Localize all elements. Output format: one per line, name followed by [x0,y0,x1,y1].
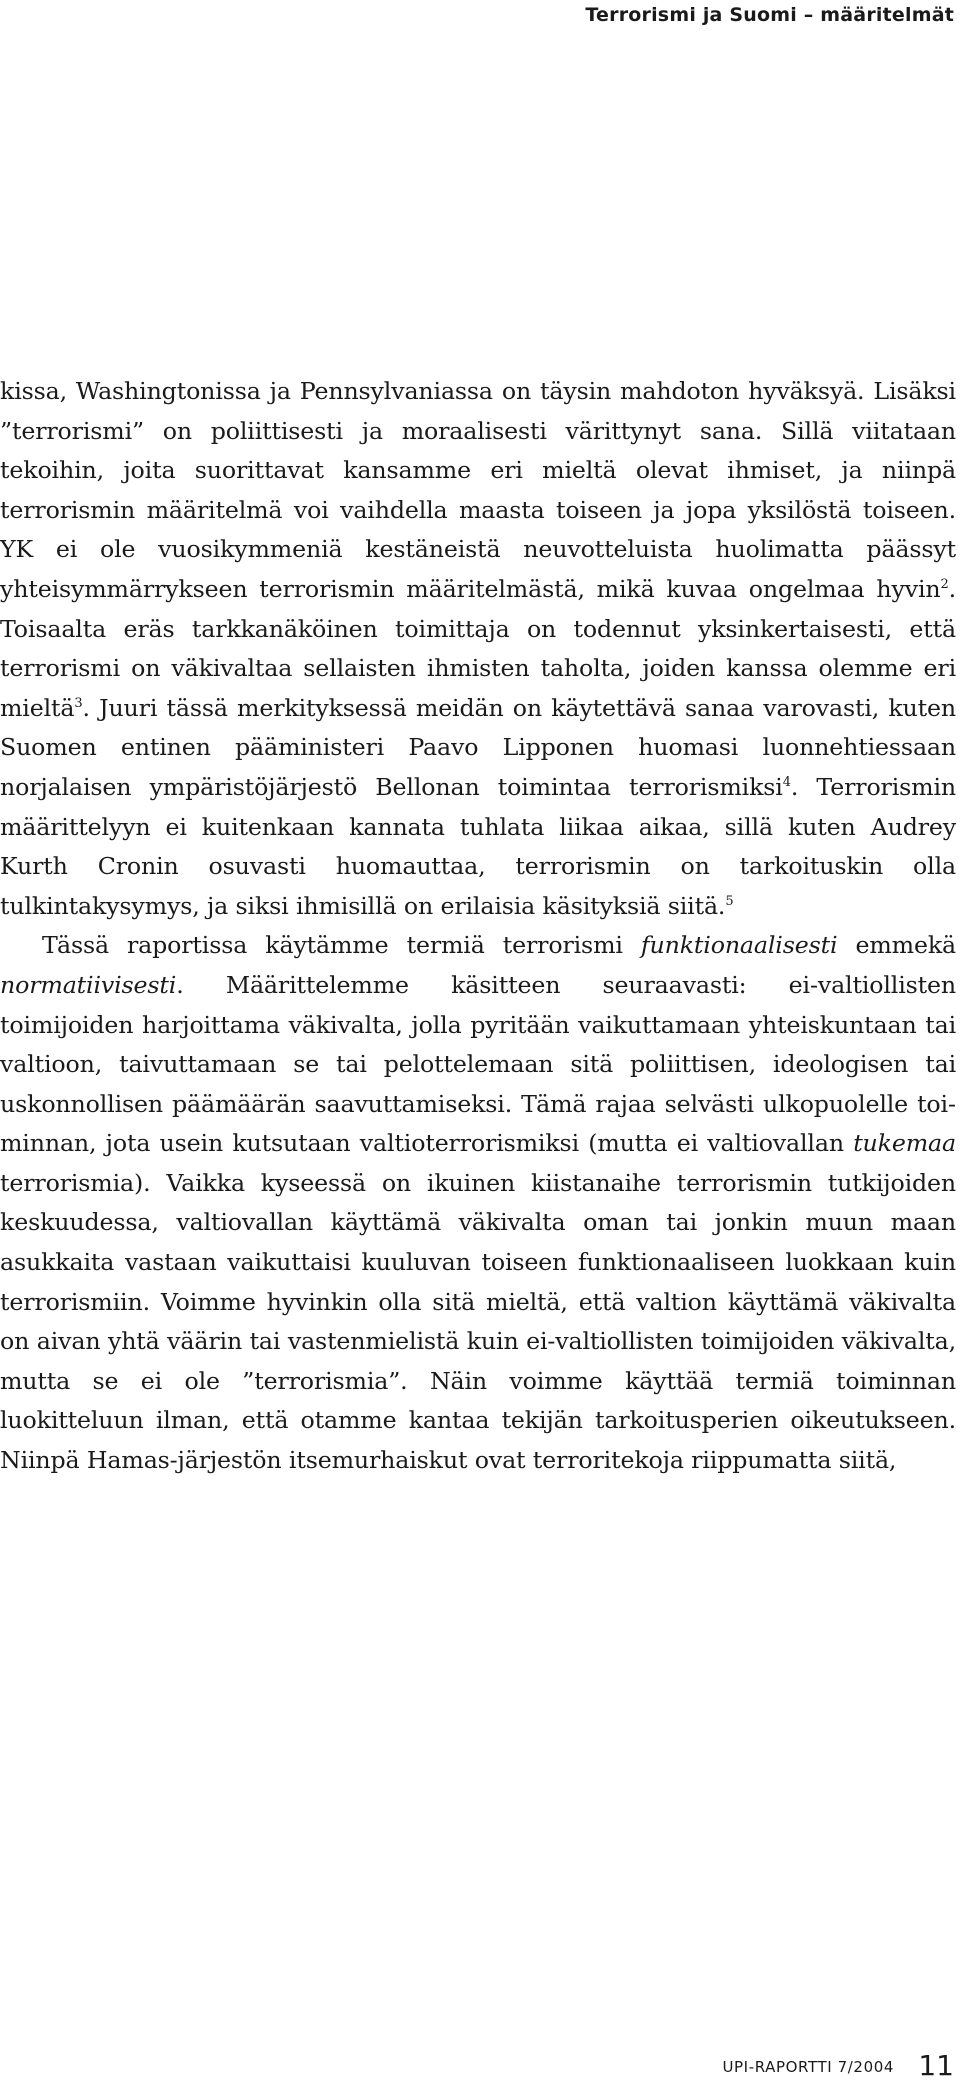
report-label: UPI-RAPORTTI 7/2004 [722,2058,894,2076]
running-title: Terrorismi ja Suomi – määritelmät [585,4,954,26]
paragraph1-text-3: . Juuri tässä merkityksessä meidän on käytettävä sanaa varovasti, kuten Suomen entinen pääministeri Paavo Lipponen huomasi luonnehtiessaan norjalaisen ympäristöjärjestö Bellonan toimintaa terrorismiksi [0,693,956,801]
running-header [585,4,954,26]
footnote-ref-2: 2 [940,576,949,592]
footnote-ref-4: 4 [782,774,791,790]
paragraph2-text-1: Tässä raportissa käytämme termiä terrorismi [42,931,641,960]
body-text [0,372,956,1481]
paragraph2-text-2: emmekä [837,931,956,960]
paragraph-continued [0,372,956,926]
paragraph-definition [0,926,956,1480]
paragraph1-text-1: kissa, Washingtonissa ja Pennsylvaniassa on täysin mahdoton hyväksyä. Lisäksi ”terrorismi” on poliittisesti ja moraalisesti värittynyt sana. Sillä viitataan tekoihin, joita suorittavat kansamme eri mieltä olevat ihmiset, ja niinpä terrorismin määritelmä voi vaihdella maasta toiseen ja jopa yksilöstä toiseen. YK ei ole vuosikymmeniä kestäneistä neuvotteluista huolimatta päässyt yhteisymmärrykseen terrorismin määritelmästä, mikä kuvaa ongelmaa hyvin [0,377,956,603]
page-footer [0,2044,954,2084]
footnote-ref-3: 3 [74,695,83,711]
emphasis-funktionaalisesti: funktionaalisesti [640,931,838,960]
paragraph1-text-4: . Terrorismin määrittelyyn ei kuitenkaan kannata tuhlata liikaa aikaa, sillä kuten Audrey Kurth Cronin osuvasti huomauttaa, terrorismin on tarkoituskin olla tulkintakysymys, ja siksi ihmisillä on erilaisia käsityksiä siitä. [0,772,956,920]
emphasis-tukemaa: tukemaa [853,1129,956,1158]
footnote-ref-5: 5 [725,893,734,909]
paragraph2-text-3: . Määrittelemme käsitteen seuraavasti: ei-valtiollisten toimijoiden harjoittama väkivalta, jolla pyritään vaikuttamaan yhteiskuntaan tai valtioon, taivuttamaan se tai pelottelemaan sitä poliittisen, ideologisen tai uskonnollisen päämäärän saavuttamiseksi. Tämä rajaa selvästi ulkopuolelle toiminnan, jota usein kutsutaan valtioterrorismiksi (mutta ei valtiovallan [0,970,956,1158]
paragraph1-text-2: . Toisaalta eräs tarkkanäköinen toimittaja on todennut yksinkertaisesti, että terrorismi on väkivaltaa sellaisten ihmisten taholta, joiden kanssa olemme eri mieltä [0,574,956,722]
paragraph2-text-4: terrorismia). Vaikka kyseessä on ikuinen kiistanaihe terrorismin tutkijoiden keskuudessa, valtiovallan käyttämä väkivalta oman tai jonkin muun maan asukkaita vastaan vaikuttaisi kuuluvan toiseen funktionaaliseen luokkaan kuin terrorismiin. Voimme hyvinkin olla sitä mieltä, että valtion käyttämä väkivalta on aivan yhtä väärin tai vastenmielistä kuin ei-valtiollisten toimijoiden väkivalta, mutta se ei ole ”terrorismia”. Näin voimme käyttää termiä toiminnan luokitteluun ilman, että otamme kantaa tekijän tarkoitusperien oikeutukseen. Niinpä Hamas-järjestön itsemurhaiskut ovat terroritekoja riippumatta siitä, [0,1168,956,1475]
page-number: 11 [918,2049,954,2082]
emphasis-normatiivisesti: normatiivisesti [0,970,177,999]
